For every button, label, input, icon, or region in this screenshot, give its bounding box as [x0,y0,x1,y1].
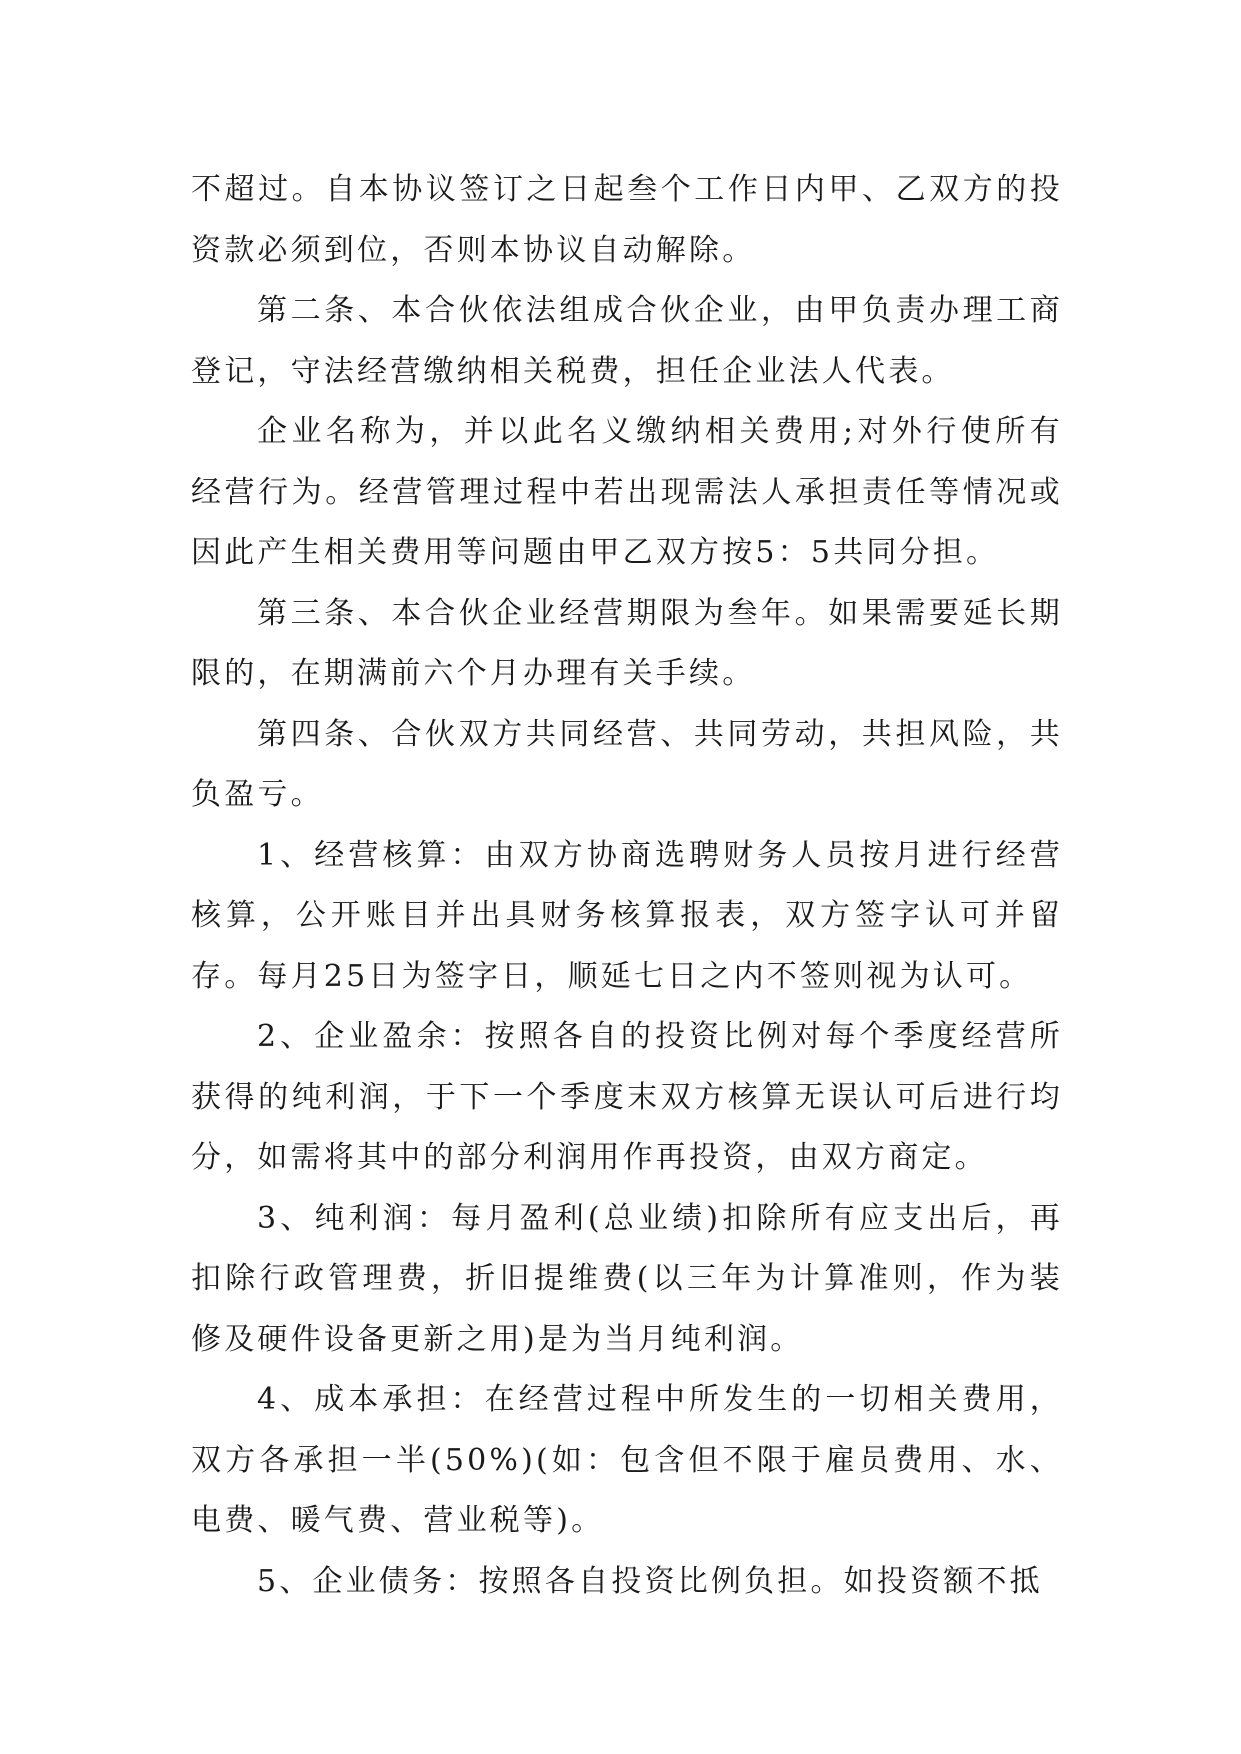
paragraph-3: 企业名称为，并以此名义缴纳相关费用;对外行使所有经营行为。经营管理过程中若出现需法人承担责任等情况或因此产生相关费用等问题由甲乙双方按5：5共同分担。 [191,414,1063,570]
paragraph-2: 第二条、本合伙依法组成合伙企业，由甲负责办理工商登记，守法经营缴纳相关税费，担任企业法人代表。 [191,293,1063,389]
paragraph-1: 不超过。自本协议签订之日起叁个工作日内甲、乙双方的投资款必须到位，否则本协议自动解除。 [191,172,1063,268]
paragraph-8: 3、纯利润：每月盈利(总业绩)扣除所有应支出后，再扣除行政管理费，折旧提维费(以三年为计算准则，作为装修及硬件设备更新之用)是为当月纯利润。 [191,1200,1063,1357]
paragraph-6: 1、经营核算：由双方协商选聘财务人员按月进行经营核算，公开账目并出具财务核算报表，双方签字认可并留存。每月25日为签字日，顺延七日之内不签则视为认可。 [191,837,1063,994]
paragraph-10: 5、企业债务：按照各自投资比例负担。如投资额不抵 [257,1563,1043,1599]
document-body [191,160,1063,1612]
paragraph-9: 4、成本承担：在经营过程中所发生的一切相关费用，双方各承担一半(50%)(如：包含但不限于雇员费用、水、电费、暖气费、营业税等)。 [191,1382,1063,1538]
paragraph-5: 第四条、合伙双方共同经营、共同劳动，共担风险，共负盈亏。 [191,716,1063,812]
paragraph-4: 第三条、本合伙企业经营期限为叁年。如果需要延长期限的，在期满前六个月办理有关手续。 [191,595,1063,691]
paragraph-7: 2、企业盈余：按照各自的投资比例对每个季度经营所获得的纯利润，于下一个季度末双方核算无误认可后进行均分，如需将其中的部分利润用作再投资，由双方商定。 [191,1019,1063,1175]
